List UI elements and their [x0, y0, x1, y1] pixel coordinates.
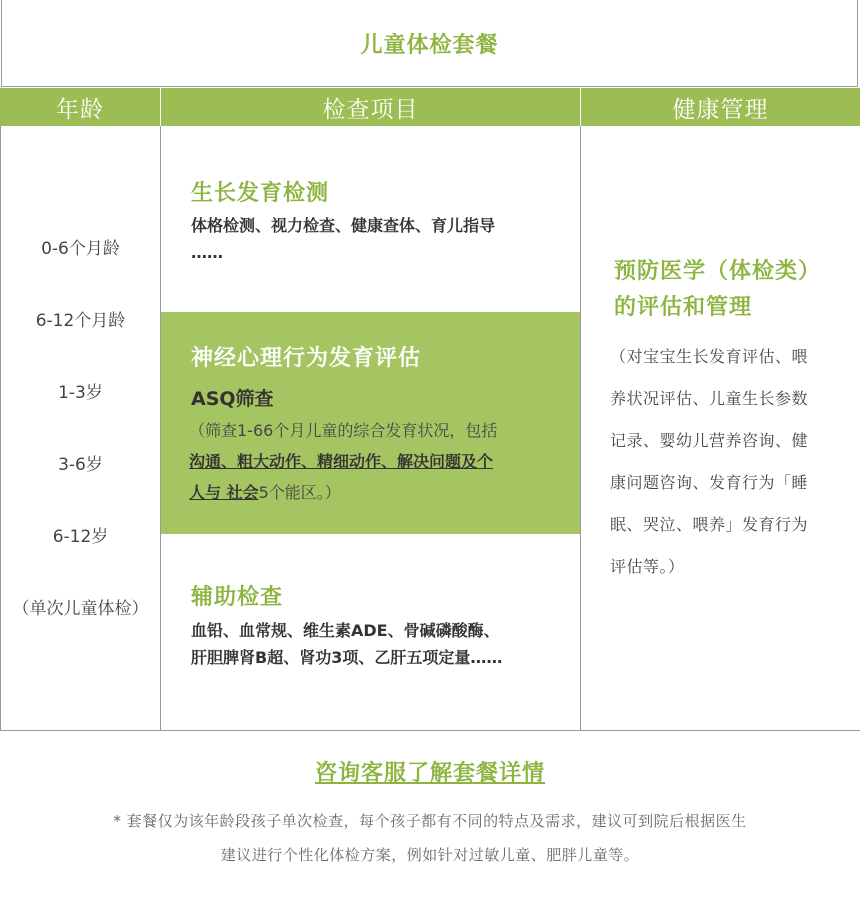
health-line: 评估等。） [610, 557, 685, 576]
section-neuro [161, 312, 580, 534]
table-header [0, 88, 860, 126]
health-title [614, 254, 854, 326]
consult-link[interactable]: 咨询客服了解套餐详情 [314, 761, 545, 786]
health-title-line1: 预防医学（体检类） [614, 259, 822, 284]
section-neuro-line3-ul: 人与 社会 [189, 483, 259, 502]
section-aux-line1: 血铅、血常规、维生素ADE、骨碱磷酸酶、 [191, 621, 500, 640]
section-neuro-line1: （筛查1-66个月儿童的综合发育状况，包括 [189, 421, 498, 440]
footnote-line2: 建议进行个性化体检方案，例如针对过敏儿童、肥胖儿童等。 [220, 846, 640, 864]
age-item: （单次儿童体检） [12, 599, 149, 619]
header-items: 检查项目 [161, 88, 581, 126]
section-neuro-subtitle: ASQ筛查 [191, 388, 274, 410]
age-column [0, 126, 161, 731]
footnote-line1: * 套餐仅为该年龄段孩子单次检查，每个孩子都有不同的特点及需求，建议可到院后根据医生 [113, 812, 747, 830]
age-item: 1-3岁 [58, 383, 103, 403]
age-item: 6-12岁 [52, 527, 109, 547]
health-line: 记录、婴幼儿营养咨询、健 [610, 431, 809, 450]
consult-area [0, 756, 860, 787]
header-age: 年龄 [0, 88, 161, 126]
section-neuro-line2: 沟通、粗大动作、精细动作、解决问题及个 [189, 452, 494, 471]
section-aux-line2: 肝胆脾肾B超、肾功3项、乙肝五项定量…… [191, 648, 503, 667]
health-line: （对宝宝生长发育评估、喂 [610, 347, 809, 366]
health-line: 康问题咨询、发育行为「睡 [610, 473, 809, 492]
section-growth-line1: 体格检测、视力检查、健康查体、育儿指导 [191, 216, 496, 235]
health-line: 眠、哭泣、喂养」发育行为 [610, 515, 809, 534]
footnote [40, 804, 820, 872]
items-column [161, 126, 581, 731]
section-aux [161, 534, 580, 730]
page-title: 儿童体检套餐 [360, 32, 499, 58]
health-description [610, 336, 842, 588]
section-neuro-line3 [189, 477, 341, 508]
health-column [581, 126, 860, 731]
section-growth-title: 生长发育检测 [191, 181, 330, 206]
section-neuro-line3-rest: 5个能区。） [258, 483, 341, 502]
title-box [1, 0, 858, 87]
section-growth-line2: …… [191, 243, 223, 262]
age-item: 6-12个月龄 [35, 311, 126, 331]
section-neuro-title: 神经心理行为发育评估 [191, 346, 422, 371]
health-line: 养状况评估、儿童生长参数 [610, 389, 809, 408]
health-title-line2: 的评估和管理 [614, 295, 753, 320]
section-growth [161, 126, 580, 312]
age-item: 3-6岁 [58, 455, 103, 475]
age-item: 0-6个月龄 [41, 239, 120, 259]
header-health: 健康管理 [672, 96, 769, 123]
section-aux-title: 辅助检查 [191, 585, 284, 610]
